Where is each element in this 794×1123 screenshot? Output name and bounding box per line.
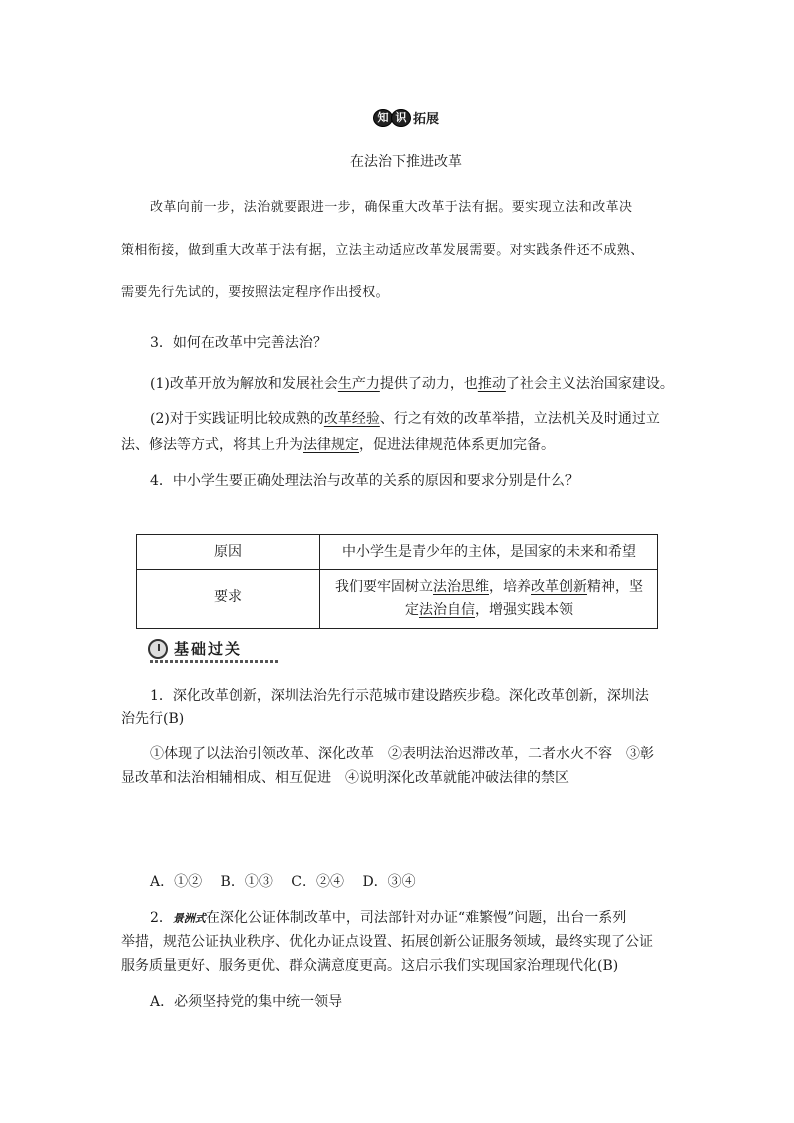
bubble-icon: 识 bbox=[391, 109, 411, 127]
table-head-reason: 原因 bbox=[214, 544, 242, 560]
exercise-1-options: 显改革和法治相辅相成、相互促进 ④说明深化改革就能冲破法律的禁区 bbox=[121, 770, 569, 786]
extension-line: 改革向前一步，法治就要跟进一步，确保重大改革于法有据。要实现立法和改革决 bbox=[150, 200, 633, 215]
exercise-1-choices: A．①② B．①③ C．②④ D．③④ bbox=[150, 874, 416, 890]
exercise-2-option-a: A．必须坚持党的集中统一领导 bbox=[150, 994, 343, 1010]
table-head-requirement: 要求 bbox=[214, 589, 242, 605]
answer-line: (1)改革开放为解放和发展社会生产力提供了动力，也推动了社会主义法治国家建设。 bbox=[150, 376, 674, 392]
exercise-1-options: ①体现了以法治引领改革、深化改革 ②表明法治迟滞改革，二者水火不容 ③彰 bbox=[150, 746, 654, 762]
banner-underline bbox=[150, 660, 278, 663]
answer-line: 法、修法等方式，将其上升为法律规定，促进法律规范体系更加完备。 bbox=[121, 437, 555, 453]
source-tag: 景洲式 bbox=[172, 912, 206, 925]
exercise-2-stem: 举措，规范公证执业秩序、优化办证点设置、拓展创新公证服务领域，最终实现了公证 bbox=[121, 934, 653, 950]
question-4: 4．中小学生要正确处理法治与改革的关系的原因和要求分别是什么？ bbox=[150, 473, 579, 489]
exercise-2-stem: 2．景洲式在深化公证体制改革中，司法部针对办证“难繁慢”问题，出台一系列 bbox=[150, 910, 627, 926]
basic-check-banner bbox=[148, 638, 242, 659]
reason-requirement-table bbox=[136, 534, 658, 629]
exercise-2-stem: 服务质量更好、服务更优、群众满意度更高。这启示我们实现国家治理现代化(B) bbox=[121, 958, 619, 974]
table-cell-reason: 中小学生是青少年的主体，是国家的未来和希望 bbox=[342, 544, 636, 560]
table-cell-requirement: 我们要牢固树立法治思维，培养改革创新精神，坚 bbox=[335, 579, 643, 595]
extension-line: 策相衔接，做到重大改革于法有据，立法主动适应改革发展需要。对实践条件还不成熟、 bbox=[121, 243, 644, 258]
bubble-icon: 知 bbox=[373, 109, 393, 127]
clock-icon bbox=[148, 639, 168, 659]
section-title: 在法治下推进改革 bbox=[350, 154, 462, 170]
knowledge-extension-badge bbox=[373, 108, 439, 127]
exercise-1-stem: 1．深化改革创新，深圳法治先行示范城市建设踏疾步稳。深化改革创新，深圳法 bbox=[150, 688, 649, 704]
table-cell-requirement: 定法治自信，增强实践本领 bbox=[405, 602, 573, 618]
answer-line: (2)对于实践证明比较成熟的改革经验、行之有效的改革举措，立法机关及时通过立 bbox=[150, 411, 660, 427]
banner-label: 基础过关 bbox=[174, 640, 243, 658]
badge-label: 拓展 bbox=[413, 112, 440, 127]
exercise-1-stem: 治先行(B) bbox=[121, 711, 185, 727]
extension-line: 需要先行先试的，要按照法定程序作出授权。 bbox=[121, 285, 390, 300]
question-3: 3．如何在改革中完善法治？ bbox=[150, 335, 327, 351]
